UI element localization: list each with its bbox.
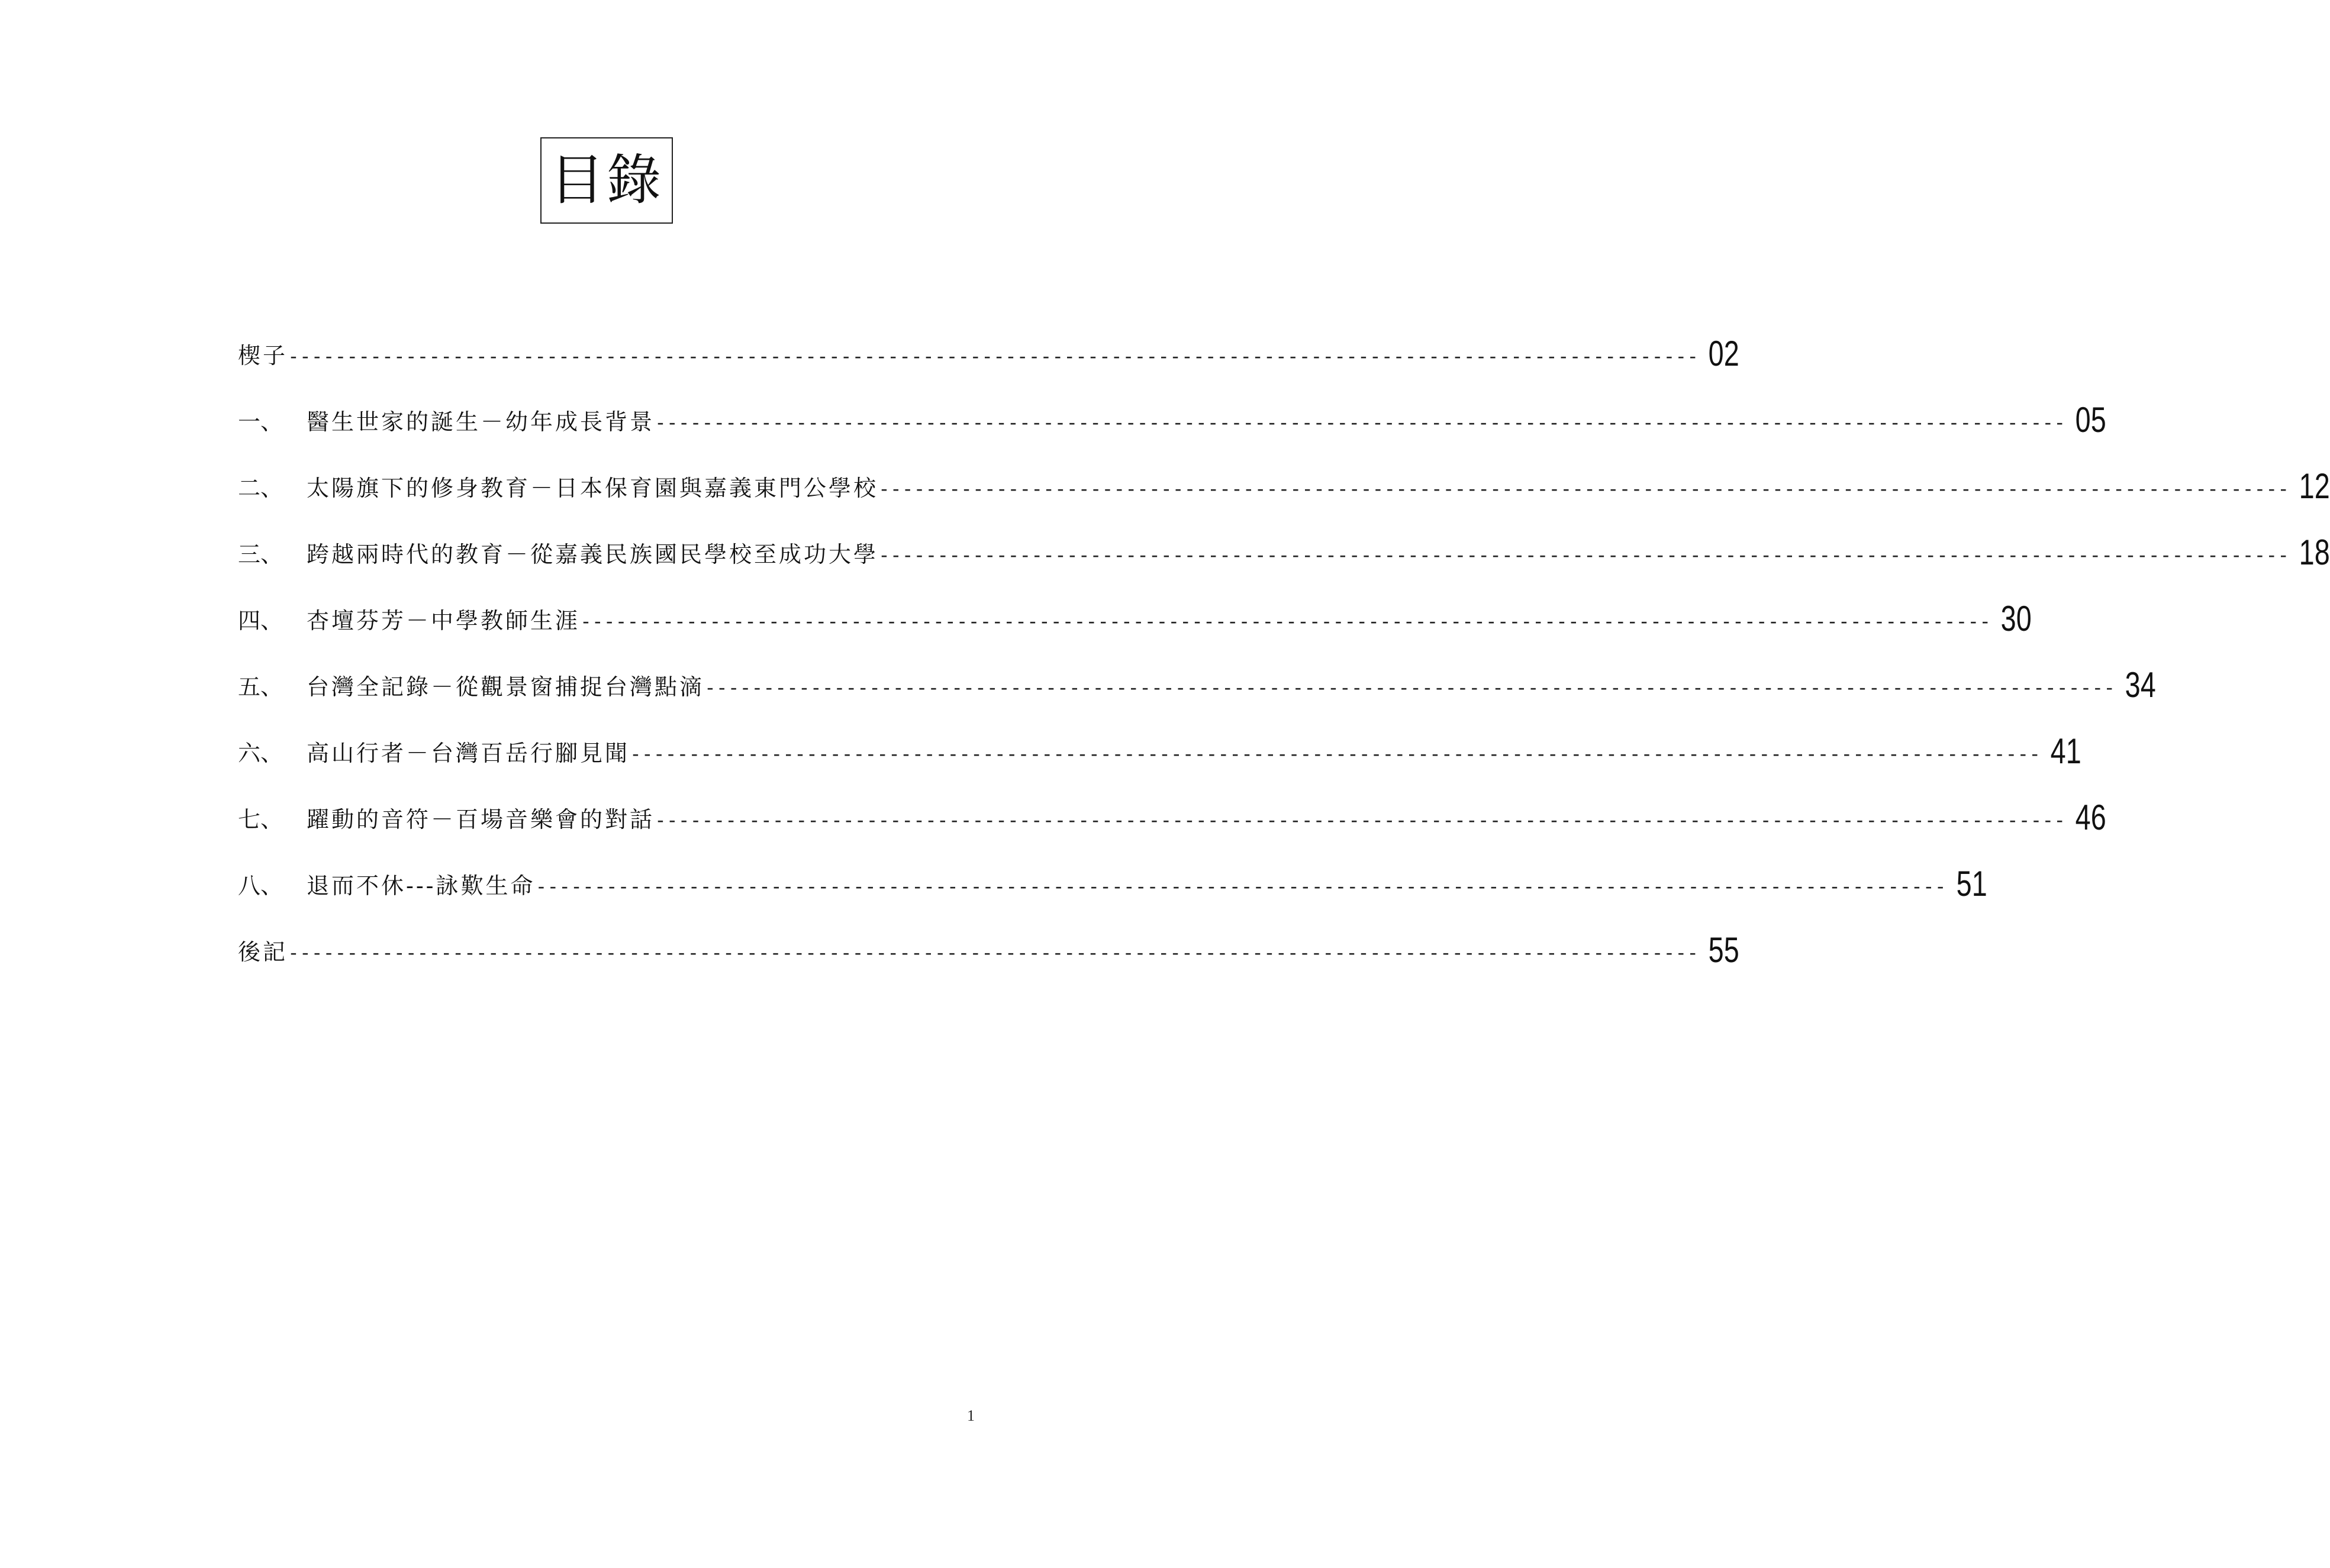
toc-entry-chapter-6[interactable] [238,704,2081,771]
toc-entry-page: 51 [1956,864,1987,904]
toc-entry-number: 六、 [238,740,283,766]
page-title: 目錄 [549,149,663,212]
toc-entry-chapter-4[interactable] [238,572,2032,638]
toc-entry-label: 太陽旗下的修身教育－日本保育園與嘉義東門公學校 [307,475,879,501]
toc-dot-leader: ------------------------------------------------------------------------------------------------------------------------ [878,543,2290,566]
toc-entry-number: 四、 [238,608,283,634]
toc-entry-number: 七、 [238,806,283,833]
toc-entry-number: 三、 [238,541,283,567]
toc-entry-prologue[interactable] [238,306,1739,373]
toc-entry-label: 躍動的音符－百場音樂會的對話 [307,806,655,833]
toc-entry-page: 18 [2299,533,2330,572]
toc-dot-leader: ------------------------------------------------------------------------------------------------------------------------ [704,676,2116,699]
toc-entry-page: 46 [2075,798,2106,837]
toc-entry-page: 30 [2000,599,2032,638]
toc-entry-label: 跨越兩時代的教育－從嘉義民族國民學校至成功大學 [307,541,879,567]
toc-dot-leader: ------------------------------------------------------------------------------------------------------------------------ [630,742,2041,765]
toc-entry-page: 34 [2125,665,2156,705]
toc-entry-label: 杏壇芬芳－中學教師生涯 [307,608,581,634]
toc-dot-leader: ------------------------------------------------------------------------------------------------------------------------ [580,609,1991,633]
toc-entry-label: 楔子 [238,343,288,369]
toc-entry-chapter-8[interactable] [238,837,1987,904]
toc-entry-number: 五、 [238,674,283,700]
toc-dot-leader: ------------------------------------------------------------------------------------------------------------------------ [288,941,1699,964]
toc-dot-leader: ------------------------------------------------------------------------------------------------------------------------ [655,411,2066,434]
toc-entry-label: 高山行者－台灣百岳行腳見聞 [307,740,630,766]
toc-entry-number: 一、 [238,409,283,435]
toc-entry-number: 二、 [238,475,283,501]
toc-entry-page: 55 [1708,930,1739,970]
page-number: 1 [967,1407,975,1424]
toc-entry-chapter-1[interactable] [238,373,2106,440]
toc-entry-chapter-3[interactable] [238,505,2330,572]
toc-dot-leader: ------------------------------------------------------------------------------------------------------------------------ [655,808,2066,831]
toc-entry-number: 八、 [238,873,283,899]
toc-entry-label: 醫生世家的誕生－幼年成長背景 [307,409,655,435]
toc-entry-page: 02 [1708,334,1739,373]
toc-dot-leader: ------------------------------------------------------------------------------------------------------------------------ [878,477,2290,500]
toc-entry-label: 退而不休---詠歎生命 [307,873,536,899]
toc-entry-chapter-5[interactable] [238,638,2156,705]
toc-dot-leader: ------------------------------------------------------------------------------------------------------------------------ [535,875,1946,898]
toc-entry-page: 41 [2050,731,2081,771]
title-box [540,137,673,224]
toc-entry-chapter-2[interactable] [238,439,2330,506]
toc-dot-leader: ------------------------------------------------------------------------------------------------------------------------ [288,344,1699,367]
toc-entry-label: 台灣全記錄－從觀景窗捕捉台灣點滴 [307,674,705,700]
toc-entry-page: 05 [2075,400,2106,440]
toc-entry-page: 12 [2299,466,2330,506]
table-of-contents [238,306,2330,970]
toc-entry-epilogue[interactable] [238,903,1739,970]
toc-entry-chapter-7[interactable] [238,770,2106,837]
toc-entry-label: 後記 [238,939,288,965]
